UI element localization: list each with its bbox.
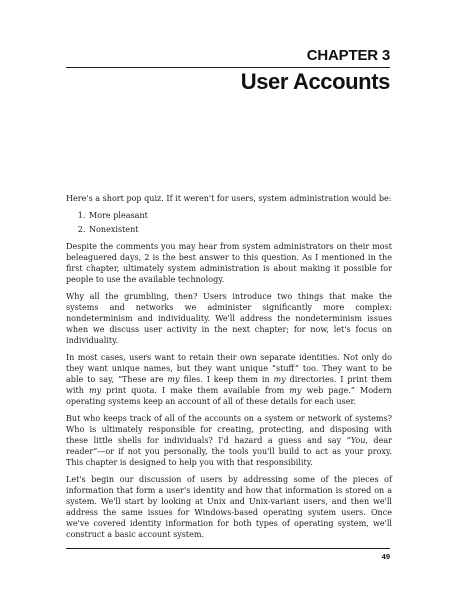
quiz-option: 1. More pleasant (88, 210, 392, 221)
bottom-rule (66, 548, 390, 549)
paragraph-2: Why all the grumbling, then? Users introduce two things that make the systems and networks we administer significantly more complex: nondeterminism and individuality. We'll address the nondeterminism issues when we discuss user activity in the next chapter; for now, let's focus on individuality. (66, 292, 392, 345)
quiz-option: 2. Nonexistent (88, 224, 392, 235)
chapter-label: CHAPTER 3 (306, 47, 390, 64)
emphasis: my (167, 375, 180, 384)
intro-paragraph: Here's a short pop quiz. If it weren't for users, system administration would be: (66, 194, 392, 203)
paragraph-4: But who keeps track of all of the accounts on a system or network of systems? Who is ultimately responsible for creating, protecting, and disposing with these little shells for individuals? I'd hazard a guess and say “You, dear reader”—or if not you personally, the tools you'll build to act as your proxy. This chapter is designed to help you with that responsibility. (66, 414, 392, 467)
emphasis: my (88, 386, 102, 395)
quiz-options-list (66, 210, 392, 235)
top-rule (66, 67, 390, 68)
paragraph-5: Let's begin our discussion of users by addressing some of the pieces of information that form a user's identity and how that information is stored on a system. We'll start by looking at Unix and Unix-variant users, and then we'll address the same issues for Windows-based operating system users. Once we've covered identity information for both types of operating system, we'll construct a basic account system. (66, 475, 392, 539)
chapter-title: User Accounts (240, 69, 390, 94)
emphasis: my (273, 375, 286, 384)
emphasis: You (350, 436, 366, 445)
paragraph-3: In most cases, users want to retain their own separate identities. Not only do they want unique names, but they want unique “stuff” too. They want to be able to say, “These are my files. I keep them in my directories. I print them with my print quota. I make them available from my web page.” Modern operating systems keep an account of all of these details for each user. (66, 353, 392, 406)
page-number: 49 (381, 552, 390, 561)
emphasis: my (289, 386, 302, 395)
chapter-body (66, 193, 392, 546)
paragraph-1: Despite the comments you may hear from system administrators on their most beleaguered days, 2 is the best answer to this question. As I mentioned in the first chapter, ultimately system administration is about making it possible for people to use the available technology. (66, 242, 392, 284)
